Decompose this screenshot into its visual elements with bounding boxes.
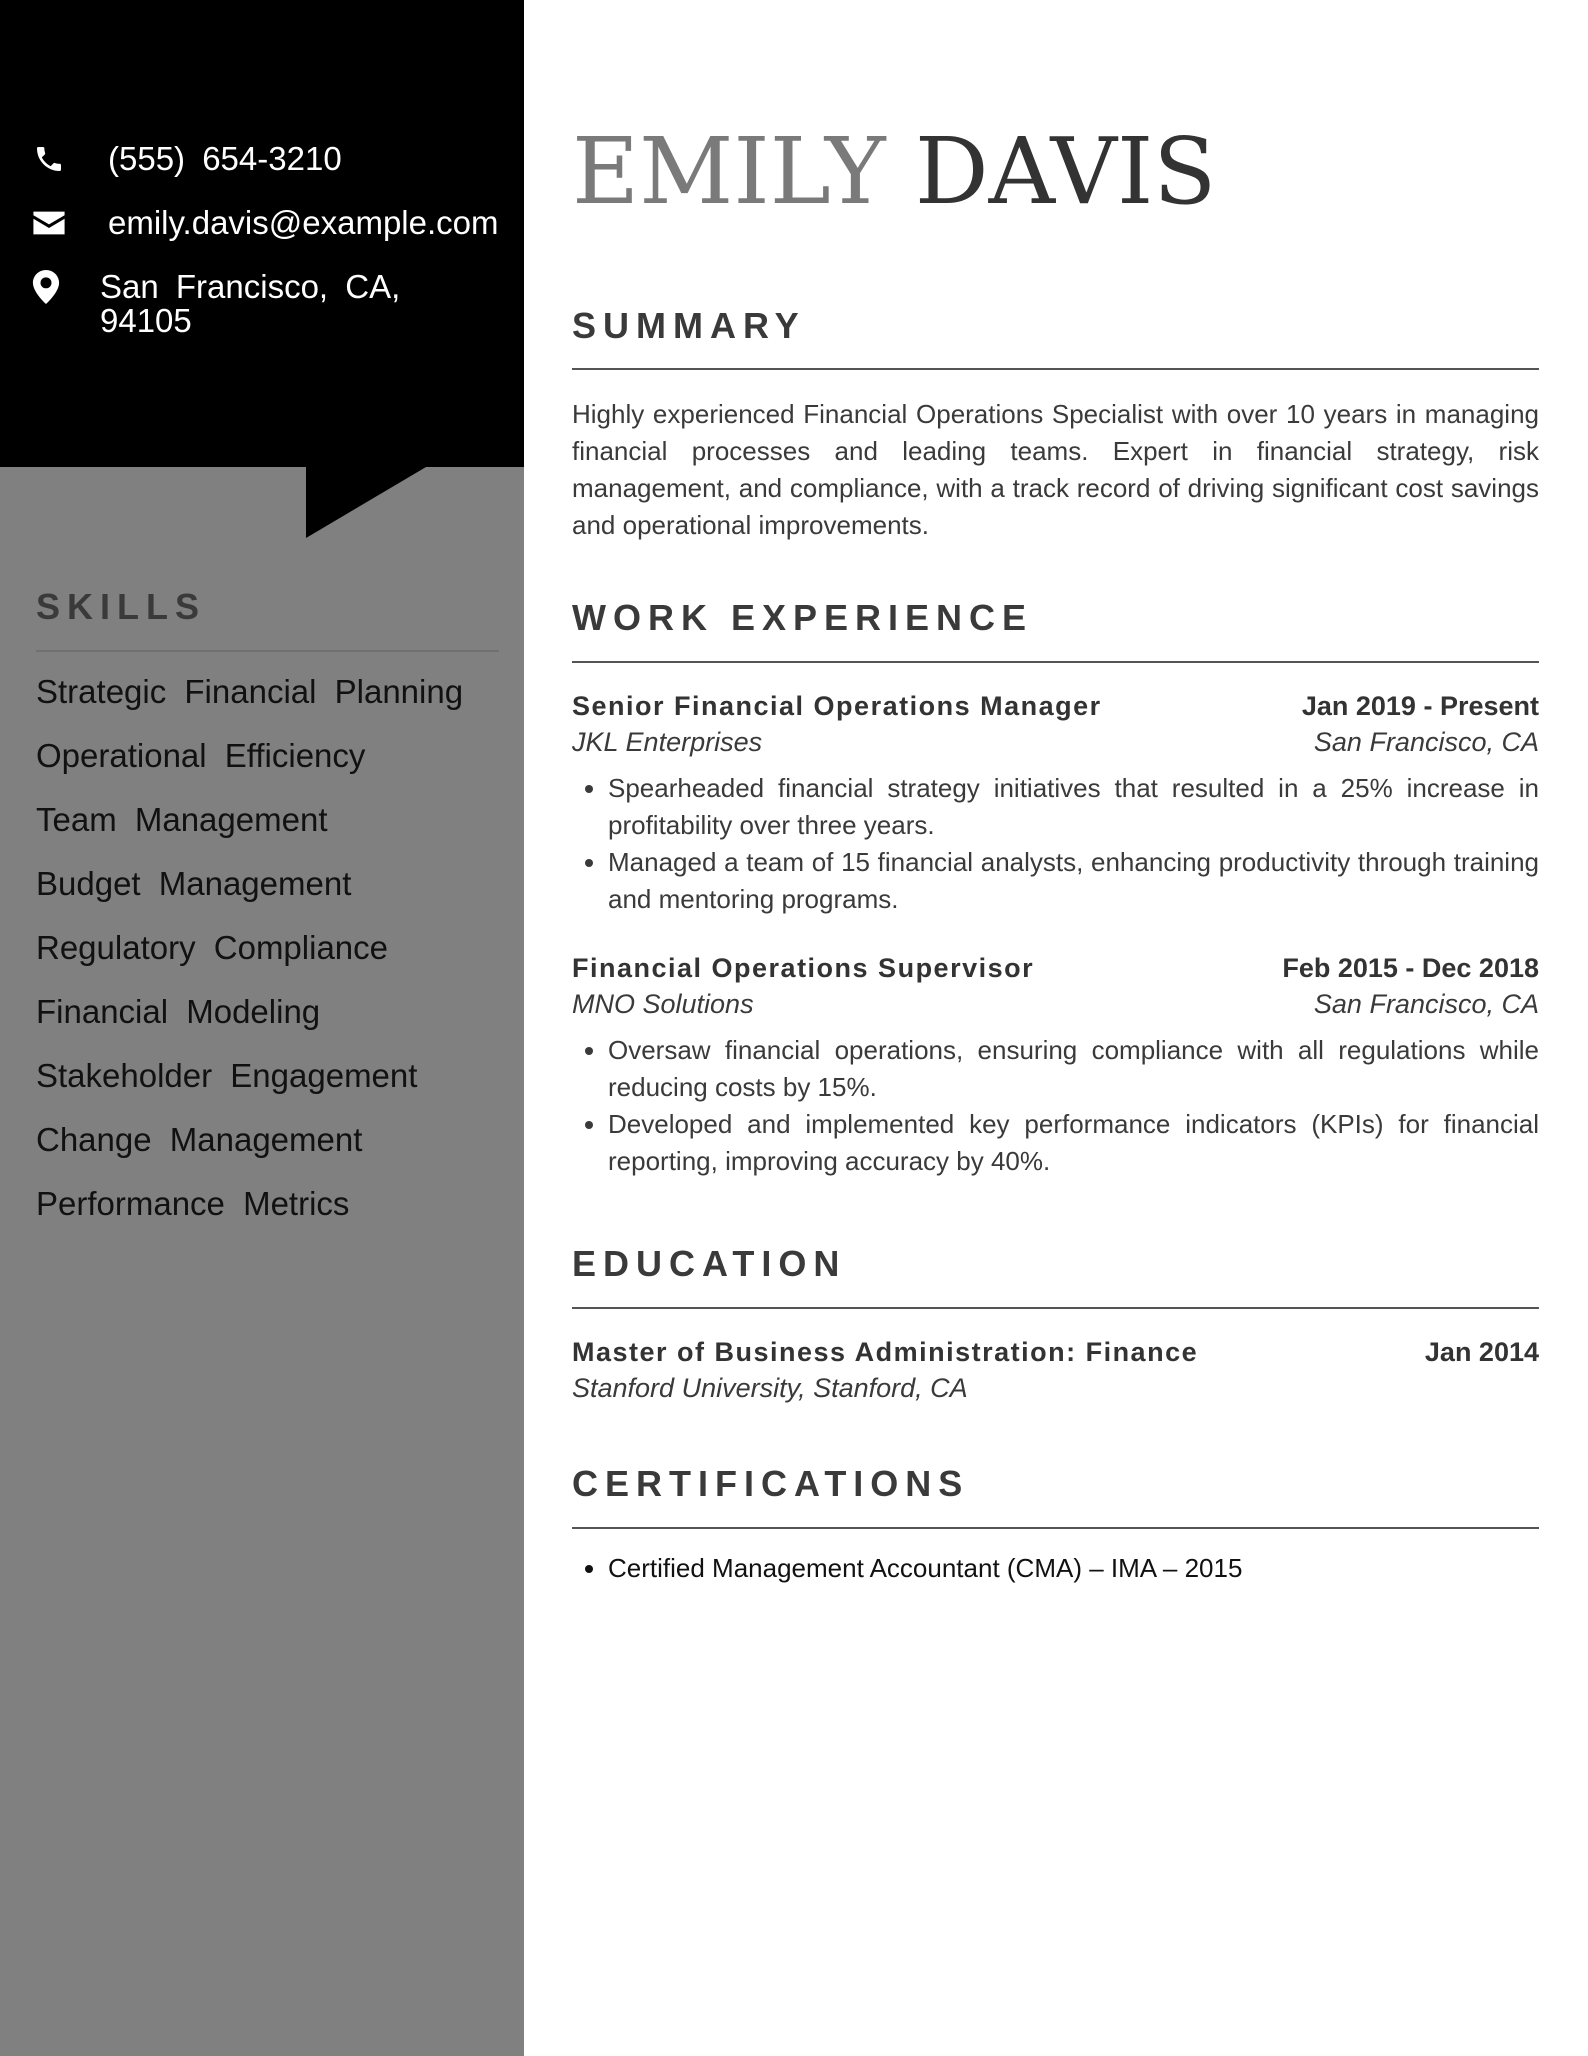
certification-item: • Certified Management Accountant (CMA) – IMA – 2015 — [608, 1550, 1575, 1587]
location-text: San Francisco, CA, 94105 — [100, 268, 401, 339]
job-bullet: • Oversaw financial operations, ensuring compliance with all regulations while reducing costs by 15%. — [608, 1032, 1539, 1106]
certifications-divider — [572, 1527, 1539, 1529]
phone-icon — [32, 142, 72, 176]
school-name: Stanford University, Stanford, CA — [572, 1373, 968, 1403]
skill-item: Change Management — [36, 1121, 363, 1158]
contact-email — [32, 206, 499, 240]
sidebar — [0, 0, 524, 2056]
summary-heading: SUMMARY — [572, 305, 806, 346]
job-company: JKL Enterprises — [572, 727, 763, 757]
job-entry — [572, 688, 1539, 918]
contact-phone — [32, 142, 342, 176]
skills-divider — [36, 650, 499, 652]
job-bullet: • Spearheaded financial strategy initiatives that resulted in a 25% increase in profitability over three years. — [608, 770, 1539, 844]
map-pin-icon — [32, 270, 72, 304]
degree-title: Master of Business Administration: Finance — [572, 1337, 1199, 1367]
job-company: MNO Solutions — [572, 989, 754, 1019]
email-address[interactable]: emily.davis@example.com — [108, 204, 499, 241]
certifications-heading: CERTIFICATIONS — [572, 1463, 970, 1504]
work-experience-divider — [572, 661, 1539, 663]
job-location: San Francisco, CA — [1313, 727, 1539, 757]
education-heading: EDUCATION — [572, 1243, 847, 1284]
work-experience-heading: WORK EXPERIENCE — [572, 597, 1034, 638]
skill-item: Operational Efficiency — [36, 737, 366, 774]
degree-date: Jan 2014 — [1424, 1337, 1539, 1367]
skill-item: Performance Metrics — [36, 1185, 350, 1222]
skills-heading: SKILLS — [36, 586, 207, 627]
skill-item: Stakeholder Engagement — [36, 1057, 418, 1094]
skill-item: Team Management — [36, 801, 328, 838]
job-bullets — [572, 770, 1539, 918]
job-dates: Feb 2015 - Dec 2018 — [1282, 953, 1539, 983]
contact-location — [32, 270, 430, 338]
job-bullets — [572, 1032, 1539, 1180]
skill-item: Strategic Financial Planning — [36, 673, 464, 710]
education-entry — [572, 1334, 1539, 1406]
job-dates: Jan 2019 - Present — [1301, 691, 1539, 721]
education-divider — [572, 1307, 1539, 1309]
job-title: Financial Operations Supervisor — [572, 953, 1035, 983]
phone-number[interactable]: (555) 654-3210 — [108, 140, 342, 177]
first-name: EMILY — [572, 118, 886, 225]
job-bullet: • Managed a team of 15 financial analysts, enhancing productivity through training and mentoring programs. — [608, 844, 1539, 918]
summary-divider — [572, 368, 1539, 370]
job-location: San Francisco, CA — [1313, 989, 1539, 1019]
envelope-icon — [32, 206, 72, 240]
job-title: Senior Financial Operations Manager — [572, 691, 1102, 721]
job-entry — [572, 950, 1539, 1180]
skills-list — [36, 668, 463, 1244]
certifications-list — [572, 1550, 1575, 1587]
last-name: DAVIS — [914, 118, 1217, 225]
job-bullet: • Developed and implemented key performance indicators (KPIs) for financial reporting, improving accuracy by 40%. — [608, 1106, 1539, 1180]
summary-text: Highly experienced Financial Operations Specialist with over 10 years in managing financial processes and leading teams. Expert in financial strategy, risk management, and compliance, with a track record of driving significant cost savings and operational improvements. — [572, 399, 1539, 540]
skill-item: Regulatory Compliance — [36, 929, 389, 966]
candidate-name — [572, 112, 1216, 232]
skill-item: Financial Modeling — [36, 993, 321, 1030]
skill-item: Budget Management — [36, 865, 352, 902]
